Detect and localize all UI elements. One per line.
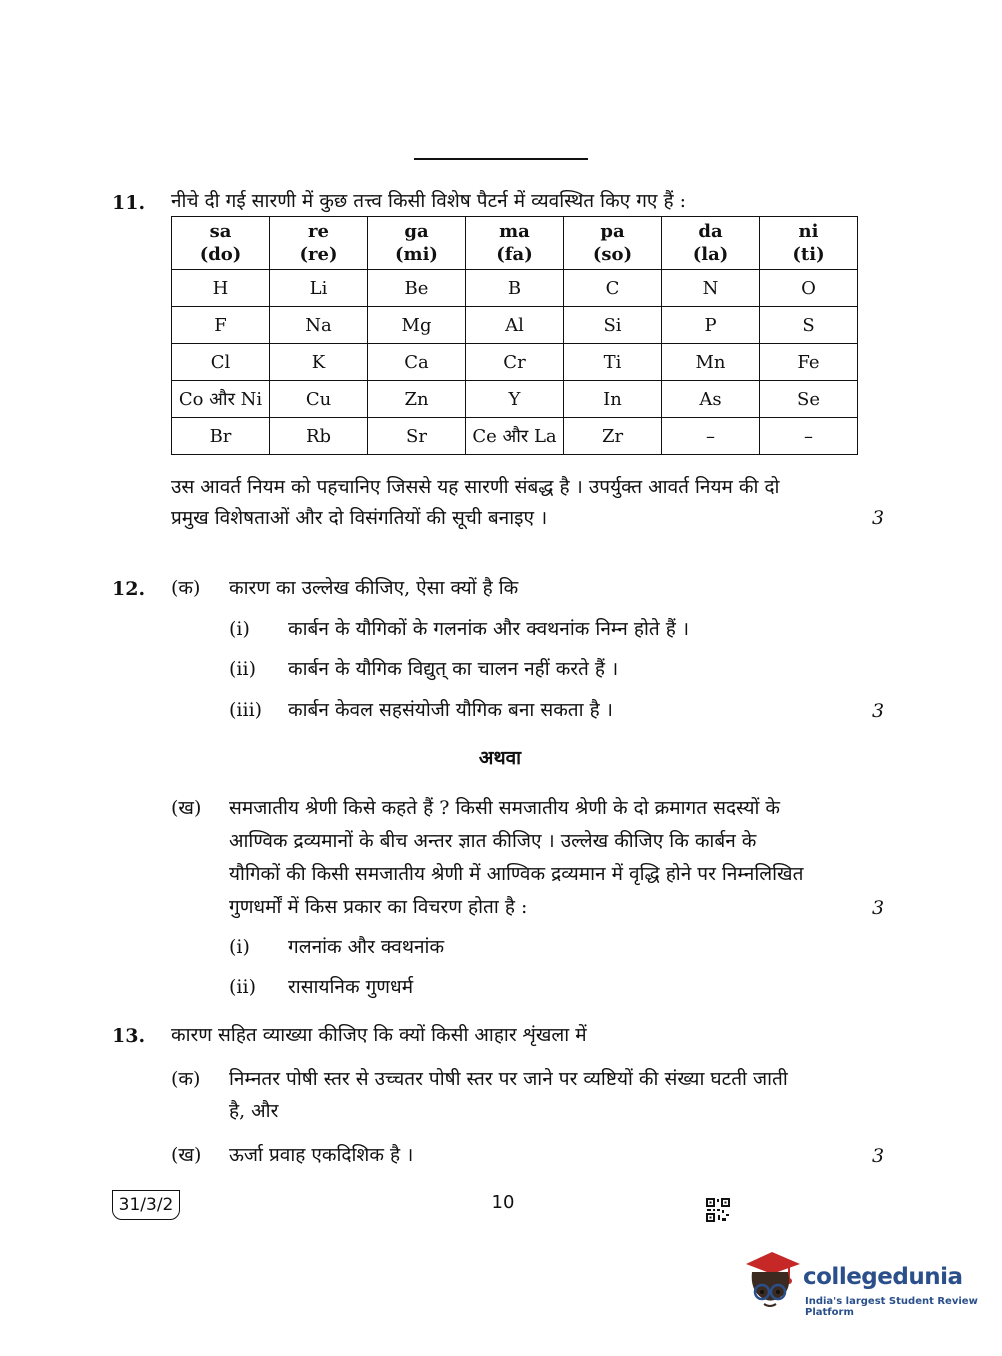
table-row (172, 270, 858, 307)
element-cell: In (564, 381, 662, 418)
element-cell: O (760, 270, 858, 307)
element-cell: K (270, 344, 368, 381)
q12-b-item-text: गलनांक और क्वथनांक (288, 936, 445, 958)
element-cell: N (662, 270, 760, 307)
table-header-cell (270, 217, 368, 270)
q13-marks: 3 (872, 1145, 885, 1167)
q12-number: 12. (112, 578, 146, 600)
element-cell: – (760, 418, 858, 455)
element-cell: Zn (368, 381, 466, 418)
element-cell: Ti (564, 344, 662, 381)
q13-b-text: ऊर्जा प्रवाह एकदिशिक है । (229, 1144, 414, 1166)
table-row (172, 381, 858, 418)
q12-b-marks: 3 (872, 897, 885, 919)
q12-a-text: कारण का उल्लेख कीजिए, ऐसा क्यों है कि (229, 577, 519, 599)
q13-number: 13. (112, 1025, 146, 1047)
q12-item-text: कार्बन केवल सहसंयोजी यौगिक बना सकता है । (288, 699, 613, 721)
element-cell: Li (270, 270, 368, 307)
solfa-syllable: re (308, 221, 329, 242)
element-cell: S (760, 307, 858, 344)
solfa-syllable: sa (209, 221, 232, 242)
table-header-cell (662, 217, 760, 270)
page-number: 10 (491, 1192, 515, 1213)
element-cell: Cl (172, 344, 270, 381)
table-header-cell (564, 217, 662, 270)
solfa-syllable: ma (499, 221, 530, 242)
q11-intro: नीचे दी गई सारणी में कुछ तत्त्व किसी विशेष पैटर्न में व्यवस्थित किए गए हैं : (171, 190, 686, 212)
element-cell: Be (368, 270, 466, 307)
element-cell: P (662, 307, 760, 344)
q11-line2: प्रमुख विशेषताओं और दो विसंगतियों की सूची बनाइए । (171, 507, 548, 529)
q12-item-label: (ii) (229, 658, 256, 680)
element-cell: Rb (270, 418, 368, 455)
western-syllable: (so) (592, 244, 633, 265)
table-header-cell (172, 217, 270, 270)
brand-name: collegedunia (803, 1264, 963, 1290)
q12-b-item-label: (i) (229, 936, 250, 958)
element-cell: B (466, 270, 564, 307)
table-header-row (172, 217, 858, 270)
q11-number: 11. (112, 192, 146, 214)
q12-b-label: (ख) (171, 797, 202, 819)
table-row (172, 418, 858, 455)
q13-a-line1: निम्नतर पोषी स्तर से उच्चतर पोषी स्तर पर जाने पर व्यष्टियों की संख्या घटती जाती (229, 1068, 788, 1090)
q13-intro: कारण सहित व्याख्या कीजिए कि क्यों किसी आहार शृंखला में (171, 1024, 587, 1046)
qr-code-icon (706, 1198, 730, 1222)
western-syllable: (la) (692, 244, 729, 265)
q12-b-line: आण्विक द्रव्यमानों के बीच अन्तर ज्ञात कीजिए । उल्लेख कीजिए कि कार्बन के (229, 830, 757, 852)
element-cell: Mg (368, 307, 466, 344)
q12-b-line: गुणधर्मों में किस प्रकार का विचरण होता है : (229, 896, 528, 918)
element-cell: Ca (368, 344, 466, 381)
element-cell: H (172, 270, 270, 307)
q12-b-line: यौगिकों की किसी समजातीय श्रेणी में आण्विक द्रव्यमान में वृद्धि होने पर निम्नलिखित (229, 863, 804, 885)
table-row (172, 307, 858, 344)
element-cell: Se (760, 381, 858, 418)
q12-b-line: समजातीय श्रेणी किसे कहते हैं ? किसी समजातीय श्रेणी के दो क्रमागत सदस्यों के (229, 797, 781, 819)
element-table (171, 216, 858, 455)
collegedunia-mascot-icon (742, 1250, 802, 1312)
element-cell: Zr (564, 418, 662, 455)
q12-b-item-label: (ii) (229, 976, 256, 998)
table-row (172, 344, 858, 381)
element-cell: Cr (466, 344, 564, 381)
western-syllable: (re) (299, 244, 338, 265)
q12-item-label: (i) (229, 618, 250, 640)
element-cell: Na (270, 307, 368, 344)
q13-a-label: (क) (171, 1068, 201, 1090)
table-header-cell (760, 217, 858, 270)
q12-b-item-text: रासायनिक गुणधर्म (288, 976, 414, 998)
element-cell: Sr (368, 418, 466, 455)
western-syllable: (fa) (496, 244, 533, 265)
solfa-syllable: da (698, 221, 723, 242)
element-cell: As (662, 381, 760, 418)
element-cell: Mn (662, 344, 760, 381)
table-header-cell (466, 217, 564, 270)
or-heading: अथवा (478, 747, 522, 769)
q12-a-marks: 3 (872, 700, 885, 722)
element-cell: Cu (270, 381, 368, 418)
q11-marks: 3 (872, 507, 885, 529)
q13-a-line2: है, और (229, 1100, 279, 1122)
element-cell: C (564, 270, 662, 307)
brand-tagline: India's largest Student Review Platform (805, 1296, 978, 1318)
q13-b-label: (ख) (171, 1144, 202, 1166)
solfa-syllable: ga (404, 221, 429, 242)
q12-item-text: कार्बन के यौगिकों के गलनांक और क्वथनांक निम्न होते हैं । (288, 618, 690, 640)
paper-code: 31/3/2 (112, 1190, 180, 1220)
western-syllable: (mi) (395, 244, 438, 265)
q12-item-label: (iii) (229, 699, 263, 721)
element-cell: Ce और La (466, 418, 564, 455)
element-cell: Y (466, 381, 564, 418)
element-cell: Si (564, 307, 662, 344)
top-rule (414, 158, 588, 160)
q12-item-text: कार्बन के यौगिक विद्युत् का चालन नहीं करते हैं । (288, 658, 619, 680)
solfa-syllable: pa (600, 221, 625, 242)
element-cell: – (662, 418, 760, 455)
western-syllable: (do) (199, 244, 242, 265)
element-cell: F (172, 307, 270, 344)
table-header-cell (368, 217, 466, 270)
q11-line1: उस आवर्त नियम को पहचानिए जिससे यह सारणी संबद्ध है । उपर्युक्त आवर्त नियम की दो (171, 476, 780, 498)
element-cell: Fe (760, 344, 858, 381)
element-cell: Co और Ni (172, 381, 270, 418)
element-cell: Br (172, 418, 270, 455)
q12-a-label: (क) (171, 577, 201, 599)
solfa-syllable: ni (798, 221, 819, 242)
element-cell: Al (466, 307, 564, 344)
western-syllable: (ti) (792, 244, 825, 265)
